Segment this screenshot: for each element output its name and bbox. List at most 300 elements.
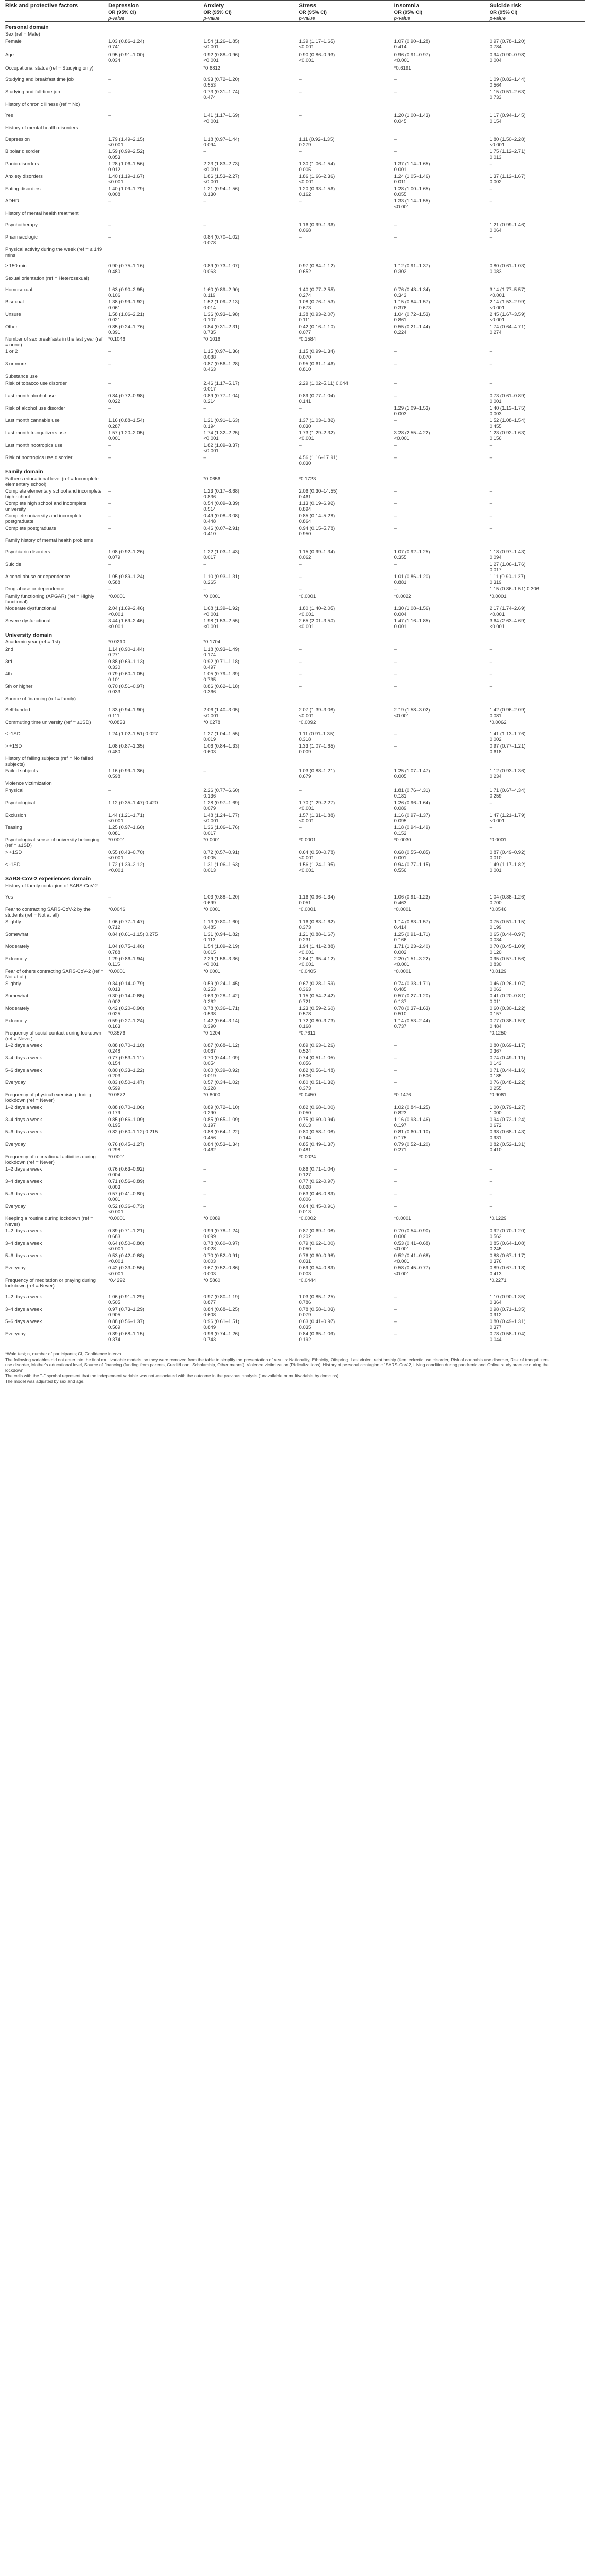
result-cell — [108, 524, 203, 537]
odds-ratio: 0.41 (0.20–0.81) — [489, 993, 526, 999]
result-cell — [299, 360, 394, 372]
odds-ratio: *0.0546 — [489, 907, 507, 912]
odds-ratio: – — [394, 586, 397, 592]
odds-ratio: – — [489, 161, 493, 167]
p-value: 0.050 — [299, 1110, 311, 1116]
result-cell — [108, 742, 203, 755]
result-cell — [490, 1153, 585, 1165]
table-row — [5, 124, 585, 135]
odds-ratio: 1.47 (1.16–1.85) — [394, 618, 430, 624]
odds-ratio: 0.57 (0.41–0.80) — [108, 1191, 144, 1197]
factor-label: Somewhat — [5, 931, 28, 937]
result-cell — [203, 76, 299, 88]
odds-ratio: 1.33 (0.94–1.90) — [108, 707, 144, 713]
p-value: <0.001 — [203, 44, 219, 50]
odds-ratio: 1.03 (0.88–1.21) — [299, 768, 335, 774]
result-cell — [108, 585, 203, 592]
p-value: 0.154 — [108, 1061, 120, 1066]
p-value: 0.735 — [203, 677, 216, 683]
odds-ratio: – — [299, 405, 302, 411]
p-value: 0.070 — [299, 354, 311, 360]
result-cell — [203, 1264, 299, 1277]
table-row — [5, 683, 585, 695]
odds-ratio: 1.71 (1.23–2.40) — [394, 944, 430, 950]
p-value: <0.001 — [299, 855, 314, 861]
p-value: 0.005 — [394, 774, 407, 779]
odds-ratio: – — [394, 418, 397, 423]
p-value: 0.786 — [299, 1300, 311, 1306]
result-cell — [108, 442, 203, 454]
result-cell — [394, 695, 490, 706]
odds-ratio: – — [394, 1179, 397, 1184]
factor-label: Source of financing (ref = family) — [5, 696, 76, 702]
result-cell — [490, 706, 585, 719]
table-row — [5, 658, 585, 670]
odds-ratio: *0.0001 — [299, 907, 316, 912]
odds-ratio: 0.78 (0.58–1.04) — [489, 1331, 526, 1337]
odds-ratio: *0.0001 — [489, 837, 507, 843]
p-value: 0.461 — [299, 494, 311, 500]
result-cell — [490, 275, 585, 286]
table-row — [5, 1054, 585, 1066]
result-cell — [203, 1227, 299, 1240]
section-header-row — [5, 22, 585, 30]
odds-ratio: 0.53 (0.42–0.68) — [108, 1253, 144, 1259]
odds-ratio: 1.41 (1.17–1.69) — [203, 113, 240, 118]
p-value: 0.067 — [203, 1048, 216, 1054]
odds-ratio: *0.6812 — [203, 65, 221, 71]
factor-label: Father's educational level (ref = Incomplete elementary school) — [5, 476, 99, 487]
odds-ratio: – — [394, 77, 397, 82]
result-cell — [108, 475, 203, 487]
odds-ratio: *0.0062 — [489, 720, 507, 725]
p-value: 0.330 — [108, 665, 120, 670]
odds-ratio: 0.78 (0.37–1.63) — [394, 1006, 430, 1011]
odds-ratio: 1.03 (0.88–1.20) — [203, 894, 240, 900]
result-cell — [394, 1227, 490, 1240]
odds-ratio: 4.56 (1.16–17.91) — [299, 455, 338, 461]
result-cell — [108, 100, 203, 112]
table-row — [5, 605, 585, 617]
p-value: 0.298 — [108, 1147, 120, 1153]
result-cell — [490, 882, 585, 893]
table-row — [5, 76, 585, 88]
p-value: 0.912 — [489, 1312, 502, 1318]
result-cell — [108, 429, 203, 442]
result-cell — [108, 323, 203, 335]
p-value: 0.463 — [203, 367, 216, 372]
odds-ratio: 0.87 (0.68–1.12) — [203, 1043, 240, 1048]
odds-ratio: *0.0001 — [394, 1216, 411, 1222]
result-cell — [490, 148, 585, 160]
factor-label: Last month nootropics use — [5, 443, 63, 448]
p-value: 0.608 — [203, 1312, 216, 1318]
result-cell — [490, 811, 585, 824]
odds-ratio: – — [299, 234, 302, 240]
result-cell — [108, 918, 203, 930]
result-cell — [108, 311, 203, 323]
result-cell — [490, 767, 585, 779]
result-cell — [203, 286, 299, 298]
result-cell — [490, 670, 585, 683]
p-value: 0.214 — [203, 399, 216, 404]
p-value: 0.166 — [394, 937, 407, 943]
p-value: 0.077 — [299, 330, 311, 335]
odds-ratio: 1.39 (1.17–1.65) — [299, 39, 335, 44]
p-value: 0.001 — [489, 399, 502, 404]
result-cell — [394, 1091, 490, 1104]
result-cell — [490, 787, 585, 799]
table-row — [5, 799, 585, 811]
odds-ratio: – — [394, 455, 397, 461]
result-cell — [490, 779, 585, 787]
odds-ratio: 0.89 (0.77–1.04) — [299, 393, 335, 399]
odds-ratio: 1.54 (1.26–1.85) — [203, 39, 240, 44]
odds-ratio: 1.15 (0.84–1.57) — [394, 299, 430, 305]
table-row — [5, 323, 585, 335]
factor-label: Keeping a routine during lockdown (ref = Never) — [5, 1216, 93, 1227]
table-row — [5, 197, 585, 210]
result-cell — [203, 1190, 299, 1202]
table-row — [5, 360, 585, 372]
result-cell — [108, 275, 203, 286]
p-value: 0.028 — [203, 1246, 216, 1252]
p-value: <0.001 — [203, 713, 219, 719]
odds-ratio: – — [394, 1331, 397, 1337]
result-cell — [108, 124, 203, 135]
p-value: <0.001 — [203, 436, 219, 442]
p-value: <0.001 — [299, 962, 314, 968]
p-value: 0.162 — [299, 192, 311, 197]
odds-ratio: 0.79 (0.52–1.20) — [394, 1142, 430, 1147]
p-value: 0.079 — [299, 1312, 311, 1318]
p-value: 0.456 — [203, 1135, 216, 1141]
odds-ratio: – — [489, 361, 493, 367]
odds-ratio: 1.40 (1.19–1.67) — [108, 174, 144, 179]
odds-ratio: 1.71 (0.67–4.34) — [489, 788, 526, 793]
result-cell — [203, 779, 299, 787]
result-cell — [394, 1128, 490, 1141]
result-cell — [203, 930, 299, 943]
p-value: <0.001 — [489, 818, 505, 824]
result-cell — [394, 475, 490, 487]
factor-label: > +1SD — [5, 743, 22, 749]
result-cell — [299, 298, 394, 311]
result-cell — [108, 893, 203, 906]
factor-label: Studying and breakfast time job — [5, 77, 74, 82]
p-value: 0.002 — [489, 737, 502, 742]
result-cell — [299, 487, 394, 500]
result-cell — [394, 1318, 490, 1330]
result-cell — [394, 233, 490, 246]
result-cell — [490, 548, 585, 561]
p-value: 0.524 — [299, 1048, 311, 1054]
result-cell — [490, 906, 585, 918]
p-value: 0.002 — [108, 999, 120, 1005]
p-value: 0.480 — [108, 269, 120, 275]
result-cell — [490, 160, 585, 173]
odds-ratio: 1.60 (0.89–2.90) — [203, 287, 240, 293]
odds-ratio: 0.84 (0.53–1.34) — [203, 1142, 240, 1147]
table-row — [5, 646, 585, 658]
result-cell — [490, 30, 585, 38]
odds-ratio: 0.42 (0.16–1.10) — [299, 324, 335, 330]
result-cell — [203, 1104, 299, 1116]
result-cell — [394, 706, 490, 719]
result-cell — [203, 51, 299, 64]
odds-ratio: 0.59 (0.24–1.45) — [203, 981, 240, 987]
result-cell — [203, 695, 299, 706]
odds-ratio: 0.86 (0.71–1.04) — [299, 1166, 335, 1172]
result-cell — [394, 262, 490, 275]
table-row — [5, 233, 585, 246]
odds-ratio: *0.6191 — [394, 65, 411, 71]
p-value: 0.253 — [203, 987, 216, 992]
result-cell — [394, 275, 490, 286]
p-value: 0.741 — [108, 44, 120, 50]
p-value: <0.001 — [203, 962, 219, 968]
result-cell — [299, 918, 394, 930]
table-row — [5, 311, 585, 323]
factor-label: Bisexual — [5, 299, 24, 305]
p-value: 0.137 — [394, 999, 407, 1005]
p-value: <0.001 — [489, 317, 505, 323]
odds-ratio: – — [299, 574, 302, 580]
result-cell — [108, 88, 203, 100]
factor-label: History of family contagion of SARS-CoV-2 — [5, 883, 98, 889]
table-row — [5, 286, 585, 298]
p-value: 0.245 — [489, 1246, 502, 1252]
factor-label: 3–4 days a week — [5, 1117, 42, 1123]
odds-ratio: – — [394, 731, 397, 737]
odds-ratio: *0.9061 — [489, 1092, 507, 1098]
result-cell — [394, 930, 490, 943]
table-row — [5, 943, 585, 955]
p-value: 0.905 — [108, 1312, 120, 1318]
table-row — [5, 64, 585, 76]
odds-ratio: 1.08 (0.76–1.53) — [299, 299, 335, 305]
p-value: 0.881 — [394, 580, 407, 585]
odds-ratio: 1.23 (0.59–2.60) — [299, 1006, 335, 1011]
p-value: 0.163 — [108, 1024, 120, 1029]
odds-ratio: 0.70 (0.54–0.90) — [394, 1228, 430, 1234]
odds-ratio: 2.23 (1.83–2.73) — [203, 161, 240, 167]
odds-ratio: 1.72 (0.80–3.73) — [299, 1018, 335, 1024]
odds-ratio: 2.65 (2.01–3.50) — [299, 618, 335, 624]
p-value: <0.001 — [299, 806, 314, 811]
result-cell — [490, 185, 585, 197]
odds-ratio: 0.96 (0.61–1.51) — [203, 1319, 240, 1325]
result-cell — [203, 1178, 299, 1190]
p-value: 0.111 — [299, 317, 310, 323]
odds-ratio: 0.70 (0.52–0.91) — [203, 1253, 240, 1259]
odds-ratio: 1.02 (0.84–1.25) — [394, 1105, 430, 1110]
odds-ratio: – — [394, 234, 397, 240]
odds-ratio: 0.99 (0.78–1.24) — [203, 1228, 240, 1234]
odds-ratio: 0.52 (0.36–0.73) — [108, 1204, 144, 1209]
odds-ratio: *0.0129 — [489, 969, 507, 974]
odds-ratio: 0.52 (0.41–0.68) — [394, 1253, 430, 1259]
odds-ratio: 0.90 (0.86–0.93) — [299, 52, 335, 58]
p-value: 0.505 — [108, 1300, 120, 1306]
result-cell — [108, 160, 203, 173]
section-header-row — [5, 873, 585, 882]
result-cell — [108, 210, 203, 221]
p-value: 0.001 — [108, 436, 120, 442]
odds-ratio: 0.76 (0.60–0.98) — [299, 1253, 335, 1259]
table-row — [5, 787, 585, 799]
table-row — [5, 695, 585, 706]
odds-ratio: 1.37 (1.03–1.82) — [299, 418, 335, 423]
p-value: 0.737 — [394, 1024, 407, 1029]
odds-ratio: – — [394, 562, 397, 567]
odds-ratio: – — [299, 586, 302, 592]
result-cell — [203, 197, 299, 210]
factor-label: Academic year (ref = 1st) — [5, 639, 60, 645]
p-value: 0.143 — [489, 1061, 502, 1066]
result-cell — [394, 882, 490, 893]
odds-ratio: – — [394, 1067, 397, 1073]
result-cell — [394, 30, 490, 38]
p-value: 0.700 — [489, 900, 502, 906]
p-value: 0.672 — [489, 1123, 502, 1128]
odds-ratio: 1.37 (1.14–1.65) — [394, 161, 430, 167]
result-cell — [203, 233, 299, 246]
p-value: 0.001 — [108, 1197, 120, 1202]
result-cell — [299, 811, 394, 824]
table-row — [5, 1104, 585, 1116]
result-cell — [203, 524, 299, 537]
p-value: <0.001 — [394, 436, 409, 442]
result-cell — [108, 1240, 203, 1252]
result-cell — [299, 380, 394, 392]
result-cell — [108, 755, 203, 767]
odds-ratio: – — [299, 647, 302, 652]
result-cell — [203, 185, 299, 197]
section-title: University domain — [5, 632, 53, 638]
odds-ratio: 0.49 (0.08–3.08) — [203, 513, 240, 519]
result-cell — [394, 454, 490, 466]
odds-ratio: 1.16 (0.99–1.36) — [108, 768, 144, 774]
p-value: 0.015 — [203, 950, 216, 955]
odds-ratio: 1.26 (0.96–1.64) — [394, 800, 430, 806]
factor-label: 3–4 days a week — [5, 1307, 42, 1312]
result-cell — [108, 286, 203, 298]
result-cell — [108, 1091, 203, 1104]
p-value: <0.001 — [203, 179, 219, 185]
p-value: <0.001 — [203, 58, 219, 63]
result-cell — [490, 64, 585, 76]
odds-ratio: 1.21 (0.94–1.56) — [203, 186, 240, 192]
factor-label: Panic disorders — [5, 161, 39, 167]
result-cell — [203, 824, 299, 836]
odds-ratio: *0.0833 — [108, 720, 125, 725]
odds-ratio: 0.84 (0.68–1.25) — [203, 1307, 240, 1312]
result-cell — [299, 512, 394, 524]
odds-ratio: 0.71 (0.44–1.16) — [489, 1067, 526, 1073]
factor-label: ≥ 150 min — [5, 263, 27, 269]
odds-ratio: 0.46 (0.26–1.07) — [489, 981, 526, 987]
result-cell — [490, 992, 585, 1005]
result-cell — [203, 221, 299, 233]
p-value: 0.017 — [203, 831, 216, 836]
odds-ratio: 0.86 (0.62–1.18) — [203, 684, 240, 689]
result-cell — [108, 537, 203, 548]
p-value: 0.181 — [394, 793, 407, 799]
factor-label: Risk of tobacco use disorder — [5, 381, 67, 386]
result-cell — [394, 1116, 490, 1128]
result-cell — [108, 30, 203, 38]
result-cell — [299, 561, 394, 573]
p-value: 0.231 — [299, 937, 311, 943]
result-cell — [490, 1104, 585, 1116]
result-cell — [299, 404, 394, 417]
result-cell — [299, 592, 394, 605]
odds-ratio: 1.15 (0.97–1.36) — [203, 349, 240, 354]
p-value: 0.009 — [299, 749, 311, 755]
result-cell — [108, 561, 203, 573]
p-value: 0.319 — [489, 580, 502, 585]
result-cell — [203, 112, 299, 124]
factor-label: Self-funded — [5, 707, 30, 713]
odds-ratio: 1.14 (0.83–1.57) — [394, 919, 430, 925]
odds-ratio: 0.88 (0.64–1.22) — [203, 1129, 240, 1135]
odds-ratio: – — [394, 381, 397, 386]
factor-label: Last month cannabis use — [5, 418, 60, 423]
result-cell — [108, 404, 203, 417]
odds-ratio: 1.27 (1.06–1.76) — [489, 562, 526, 567]
result-cell — [490, 1116, 585, 1128]
result-cell — [394, 221, 490, 233]
odds-ratio: 0.55 (0.43–0.70) — [108, 850, 144, 855]
result-cell — [299, 173, 394, 185]
odds-ratio: 1.47 (1.21–1.79) — [489, 812, 526, 818]
p-value: <0.001 — [108, 179, 124, 185]
result-cell — [299, 1017, 394, 1029]
result-cell — [490, 1141, 585, 1153]
p-value: 0.115 — [108, 962, 120, 968]
p-value: 0.141 — [299, 399, 311, 404]
odds-ratio: 0.88 (0.69–1.13) — [108, 659, 144, 665]
p-value: 0.195 — [108, 1123, 120, 1128]
odds-ratio: 0.92 (0.88–0.96) — [203, 52, 240, 58]
table-row — [5, 1116, 585, 1128]
p-value: 0.788 — [108, 950, 120, 955]
p-value: 0.055 — [394, 192, 407, 197]
result-cell — [394, 573, 490, 585]
result-cell — [299, 730, 394, 742]
odds-ratio: 1.07 (0.92–1.25) — [394, 549, 430, 555]
p-value: 0.005 — [203, 855, 216, 861]
factor-label: Fear of others contracting SARS-CoV-2 (ref = Not at all) — [5, 969, 104, 980]
result-cell — [299, 882, 394, 893]
result-cell — [299, 500, 394, 512]
result-cell — [394, 160, 490, 173]
odds-ratio: 1.86 (1.66–2.36) — [299, 174, 335, 179]
odds-ratio: 1.31 (1.06–1.63) — [203, 862, 240, 868]
result-cell — [299, 658, 394, 670]
p-value: 0.271 — [394, 1147, 407, 1153]
result-cell — [203, 1293, 299, 1306]
odds-ratio: – — [489, 501, 493, 506]
p-value: 0.088 — [203, 354, 216, 360]
factor-label: 4th — [5, 671, 12, 677]
odds-ratio: *0.0024 — [299, 1154, 316, 1160]
result-cell — [203, 573, 299, 585]
p-value: 0.699 — [203, 900, 216, 906]
odds-ratio: 3.28 (2.55–4.22) — [394, 430, 430, 436]
odds-ratio: – — [299, 659, 302, 665]
